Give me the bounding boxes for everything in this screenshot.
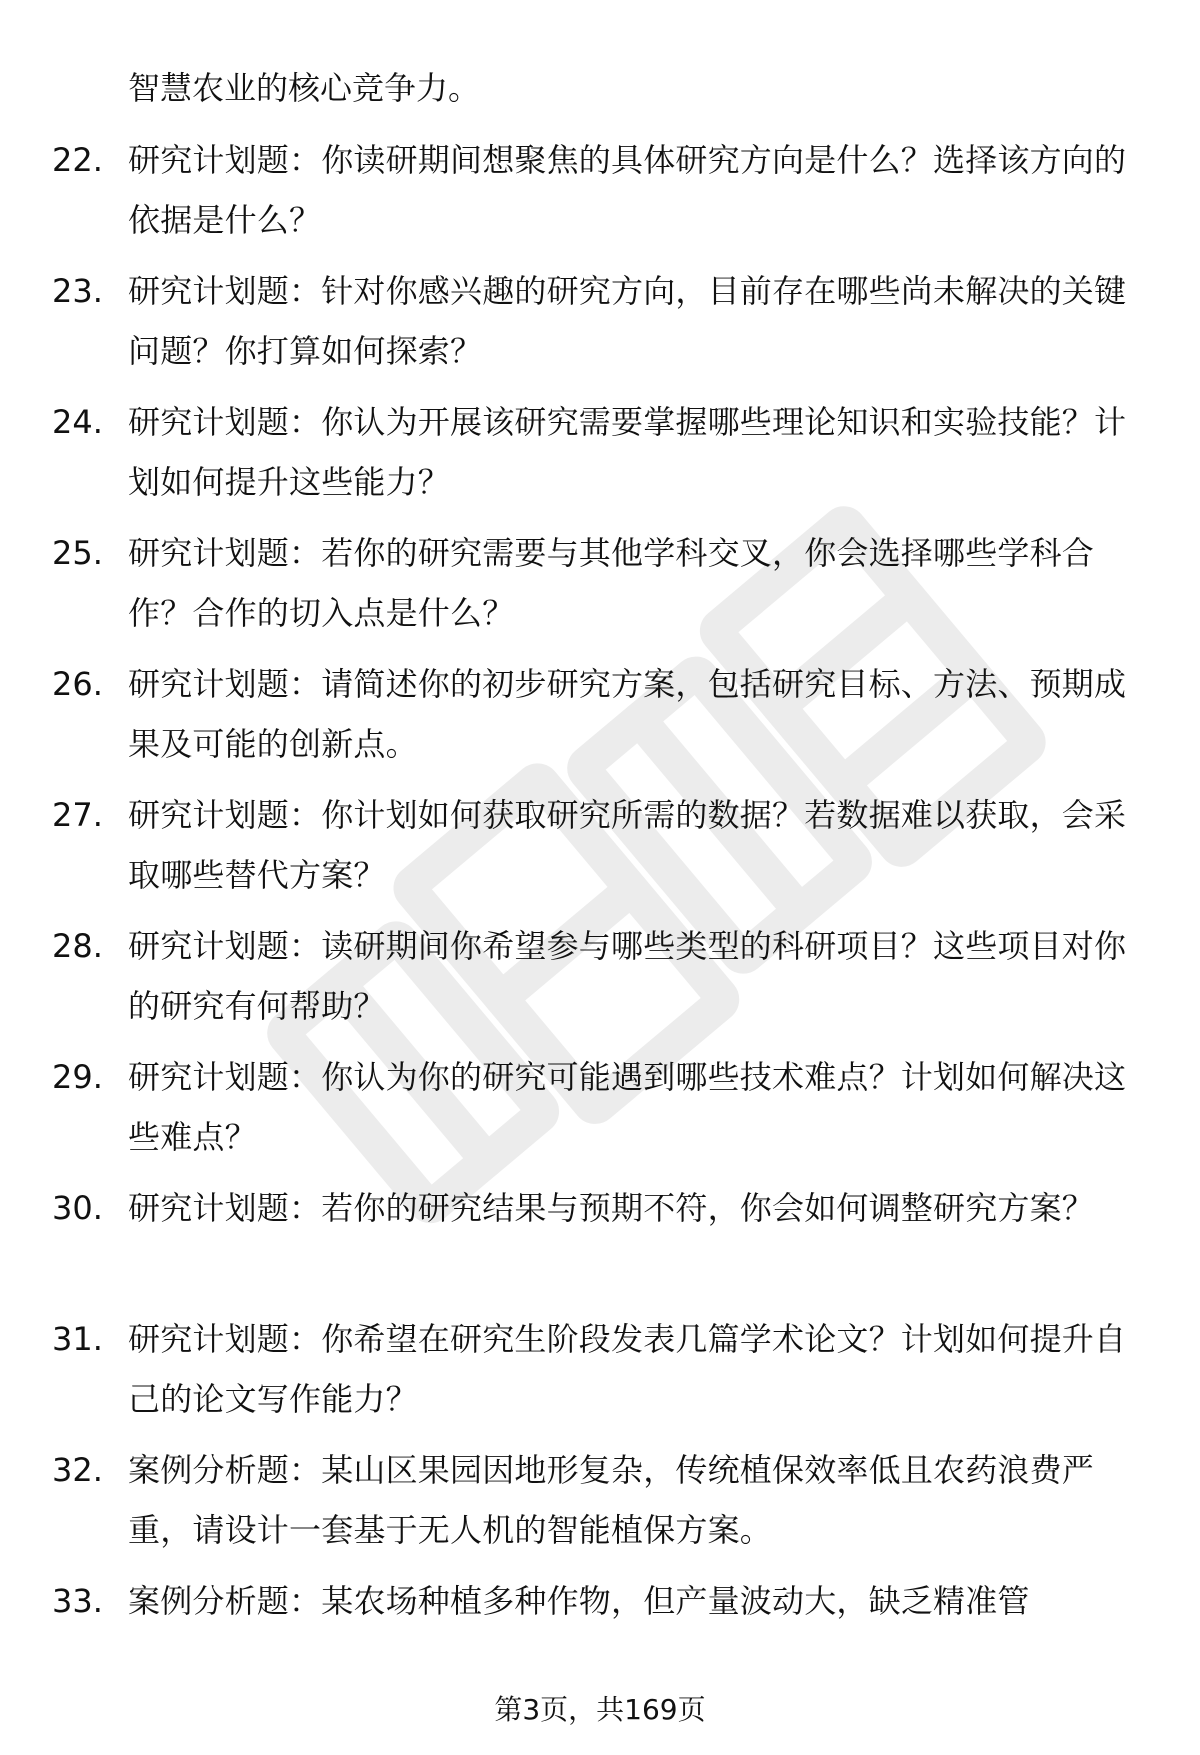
item-number: 23.	[52, 272, 103, 310]
list-item	[0, 916, 1200, 1047]
item-text: 研究计划题：若你的研究结果与预期不符，你会如何调整研究方案？	[128, 1189, 1095, 1227]
item-number: 26.	[52, 665, 103, 703]
list-item	[0, 1440, 1200, 1571]
list-item	[0, 1571, 1200, 1702]
list-item	[0, 654, 1200, 785]
item-number: 24.	[52, 403, 103, 441]
item-text: 研究计划题：你读研期间想聚焦的具体研究方向是什么？选择该方向的依据是什么？	[128, 141, 1127, 239]
list-item	[0, 130, 1200, 261]
list-item	[0, 1047, 1200, 1178]
item-text: 研究计划题：你认为你的研究可能遇到哪些技术难点？计划如何解决这些难点？	[128, 1058, 1127, 1156]
item-number: 22.	[52, 141, 103, 179]
item-text: 研究计划题：读研期间你希望参与哪些类型的科研项目？这些项目对你的研究有何帮助？	[128, 927, 1127, 1025]
continued-paragraph: 智慧农业的核心竞争力。	[128, 69, 481, 107]
item-text: 研究计划题：若你的研究需要与其他学科交叉，你会选择哪些学科合作？合作的切入点是什么？	[128, 534, 1095, 632]
list-item	[0, 392, 1200, 523]
item-text: 研究计划题：请简述你的初步研究方案，包括研究目标、方法、预期成果及可能的创新点。	[128, 665, 1127, 763]
page-number-footer: 第3页，共169页	[494, 1693, 706, 1726]
item-text: 研究计划题：你认为开展该研究需要掌握哪些理论知识和实验技能？计划如何提升这些能力？	[128, 403, 1127, 501]
list-item	[0, 523, 1200, 654]
item-number: 33.	[52, 1582, 103, 1620]
list-item	[0, 1178, 1200, 1309]
item-number: 28.	[52, 927, 103, 965]
item-text: 研究计划题：你计划如何获取研究所需的数据？若数据难以获取，会采取哪些替代方案？	[128, 796, 1127, 894]
list-item	[0, 261, 1200, 392]
item-number: 29.	[52, 1058, 103, 1096]
item-text: 案例分析题：某山区果园因地形复杂，传统植保效率低且农药浪费严重，请设计一套基于无人机的智能植保方案。	[128, 1451, 1095, 1549]
item-text: 研究计划题：针对你感兴趣的研究方向，目前存在哪些尚未解决的关键问题？你打算如何探索？	[128, 272, 1127, 370]
item-number: 30.	[52, 1189, 103, 1227]
list-item	[0, 785, 1200, 916]
question-list	[0, 130, 1200, 1702]
list-item	[0, 1309, 1200, 1440]
item-number: 32.	[52, 1451, 103, 1489]
item-text: 研究计划题：你希望在研究生阶段发表几篇学术论文？计划如何提升自己的论文写作能力？	[128, 1320, 1127, 1418]
item-number: 27.	[52, 796, 103, 834]
item-text: 案例分析题：某农场种植多种作物，但产量波动大，缺乏精准管	[128, 1582, 1030, 1620]
item-number: 31.	[52, 1320, 103, 1358]
item-number: 25.	[52, 534, 103, 572]
